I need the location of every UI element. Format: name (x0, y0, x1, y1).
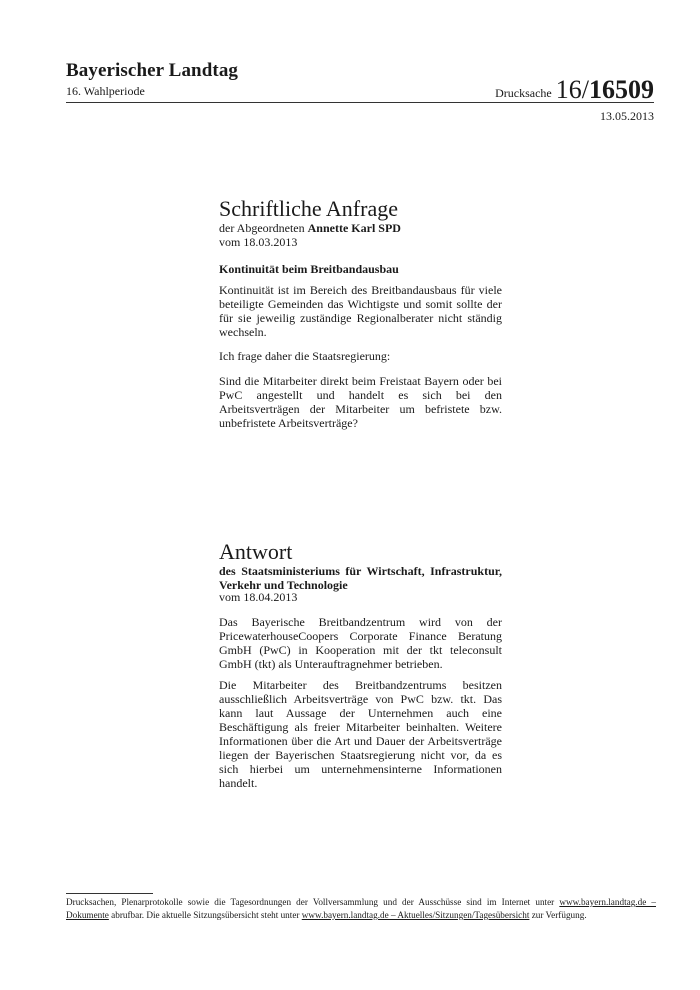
question-title: Schriftliche Anfrage (219, 196, 398, 221)
header-rule (66, 102, 654, 103)
question-author-line (219, 221, 502, 235)
question-date: vom 18.03.2013 (219, 235, 298, 249)
answer-paragraph: Die Mitarbeiter des Breitbandzentrums besitzen ausschließlich Arbeitsverträge von PwC bzw. tkt. Das kann laut Aussage der Unternehmen auch eine Beschäftigung als freier Mitarbeiter beinhalten. Weitere Informationen über die Art und Dauer der Arbeitsverträge liegen der Bayerischen Staatsregierung nicht vor, da es sich hierbei um unternehmensinterne Informationen handelt. (219, 678, 502, 790)
footer-link-tagesuebersicht[interactable]: www.bayern.landtag.de – Aktuelles/Sitzungen/Tagesübersicht (301, 910, 530, 920)
question-subject: Kontinuität beim Breitbandausbau (219, 262, 399, 276)
footer-text: abrufbar. Die aktuelle Sitzungsübersicht steht unter (108, 910, 302, 920)
document-date: 13.05.2013 (600, 109, 654, 123)
author-prefix: der Abgeordneten (219, 221, 305, 235)
author-name: Annette Karl SPD (307, 221, 401, 235)
footer-link-dokumente[interactable]: www.bayern.landtag.de – Dokumente (66, 897, 656, 920)
footer-text: Drucksachen, Plenarprotokolle sowie die Tagesordnungen der Vollversammlung und der Ausschüsse sind im Internet unter (66, 897, 560, 907)
drucksache-id: 16509 (589, 75, 654, 104)
footer-text: zur Verfügung. (529, 910, 587, 920)
question-paragraph: Kontinuität ist im Bereich des Breitbandausbaus für viele beteiligte Gemeinden das Wichtigste und somit sollte der für sie jeweilig zuständige Regionalberater nicht ständig wechseln. (219, 283, 502, 339)
answer-date: vom 18.04.2013 (219, 590, 298, 604)
answer-title: Antwort (219, 539, 293, 564)
drucksache-period: 16/ (555, 75, 589, 104)
answer-ministry: des Staatsministeriums für Wirtschaft, Infrastruktur, Verkehr und Technologie (219, 564, 502, 592)
drucksache-number (495, 75, 654, 105)
parliament-name: Bayerischer Landtag (66, 60, 239, 81)
question-paragraph: Sind die Mitarbeiter direkt beim Freistaat Bayern oder bei PwC angestellt und handelt es sich bei den Arbeitsverträgen der Mitarbeiter um befristete bzw. unbefristete Arbeitsverträge? (219, 374, 502, 430)
footnote-rule (66, 893, 153, 894)
footer-note (66, 896, 656, 922)
drucksache-label: Drucksache (495, 86, 552, 100)
question-paragraph: Ich frage daher die Staatsregierung: (219, 349, 391, 363)
answer-paragraph: Das Bayerische Breitbandzentrum wird von der PricewaterhouseCoopers Corporate Finance Beratung GmbH (PwC) in Kooperation mit der tkt teleconsult GmbH (tkt) als Unterauftragnehmer betrieben. (219, 615, 502, 671)
legislative-period: 16. Wahlperiode (66, 84, 145, 98)
